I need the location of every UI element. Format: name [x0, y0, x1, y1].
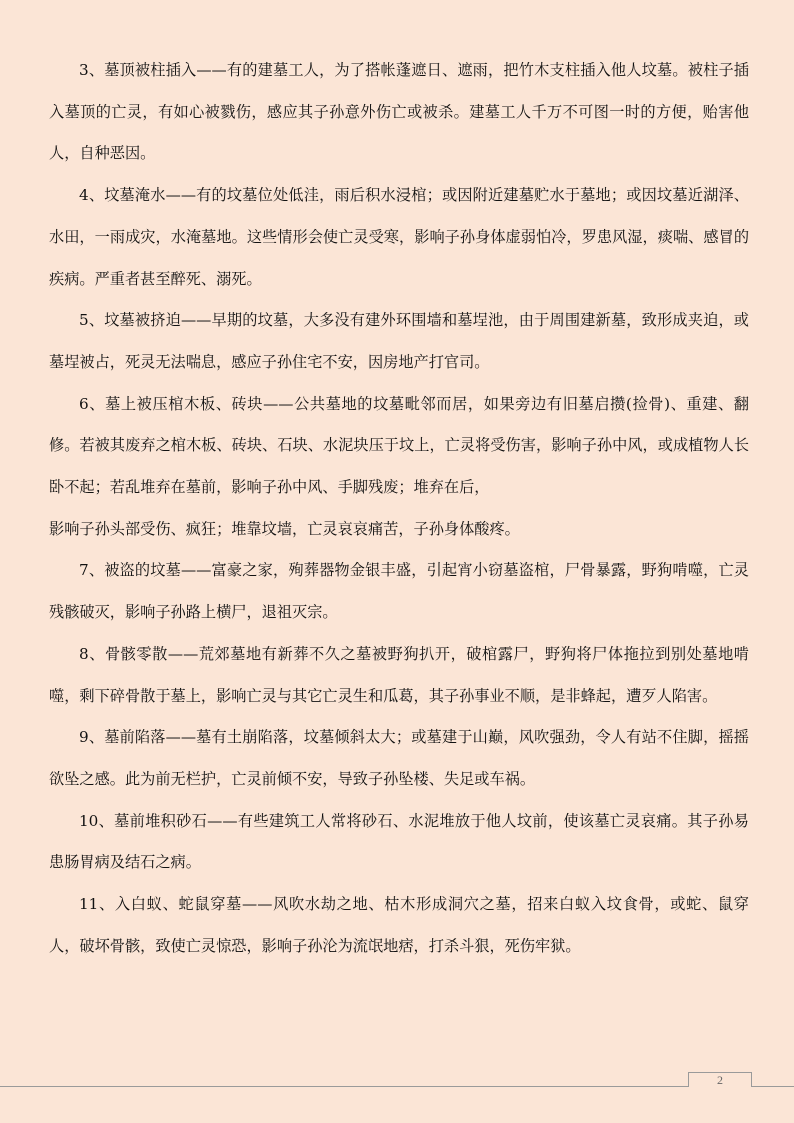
paragraph-item-11: 11、入白蚁、蛇鼠穿墓——风吹水劫之地、枯木形成洞穴之墓，招来白蚁入坟食骨，或蛇、鼠穿人，破坏骨骸，致使亡灵惊恐，影响子孙沦为流氓地痞，打杀斗狠，死伤牢狱。	[49, 895, 749, 955]
paragraph-item-9: 9、墓前陷落——墓有土崩陷落，坟墓倾斜太大；或墓建于山巅，风吹强劲，令人有站不住脚，摇摇欲坠之感。此为前无栏护，亡灵前倾不安，导致子孙坠楼、失足或车祸。	[49, 728, 749, 788]
paragraph-item-6: 6、墓上被压棺木板、砖块——公共墓地的坟墓毗邻而居，如果旁边有旧墓启攒(捡骨)、重建、翻修。若被其废弃之棺木板、砖块、石块、水泥块压于坟上，亡灵将受伤害，影响子孙中风，或成植物人长卧不起；若乱堆弃在墓前，影响子孙中风、手脚残废；堆弃在后，	[49, 394, 749, 497]
paragraph-item-6-continued: 影响子孙头部受伤、疯狂；堆靠坟墙，亡灵哀哀痛苦，子孙身体酸疼。	[49, 519, 520, 538]
paragraph-item-8: 8、骨骸零散——荒郊墓地有新葬不久之墓被野狗扒开，破棺露尸，野狗将尸体拖拉到别处墓地啃噬，剩下碎骨散于墓上，影响亡灵与其它亡灵生和瓜葛，其子孙事业不顺，是非蜂起，遭歹人陷害。	[49, 644, 749, 705]
page-number: 2	[688, 1072, 752, 1087]
paragraph-item-5: 5、坟墓被挤迫——早期的坟墓，大多没有建外环围墙和墓埕池，由于周围建新墓，致形成夹迫，或墓埕被占，死灵无法喘息，感应子孙住宅不安，因房地产打官司。	[49, 311, 749, 371]
footer-divider	[0, 1086, 794, 1087]
paragraph-item-10: 10、墓前堆积砂石——有些建筑工人常将砂石、水泥堆放于他人坟前，使该墓亡灵哀痛。其子孙易患肠胃病及结石之病。	[49, 811, 749, 872]
document-body	[49, 50, 749, 967]
paragraph-item-4: 4、坟墓淹水——有的坟墓位处低洼，雨后积水浸棺；或因附近建墓贮水于墓地；或因坟墓近湖泽、水田，一雨成灾，水淹墓地。这些情形会使亡灵受寒，影响子孙身体虚弱怕冷，罗患风湿，痰喘、感冒的疾病。严重者甚至醉死、溺死。	[49, 186, 749, 288]
paragraph-item-3: 3、墓顶被柱插入——有的建墓工人，为了搭帐蓬遮日、遮雨，把竹木支柱插入他人坟墓。被柱子插入墓顶的亡灵，有如心被戮伤，感应其子孙意外伤亡或被杀。建墓工人千万不可图一时的方便，贻害他人，自种恶因。	[49, 61, 749, 163]
paragraph-item-7: 7、被盗的坟墓——富豪之家，殉葬器物金银丰盛，引起宵小窃墓盗棺，尸骨暴露，野狗啃噬，亡灵残骸破灭，影响子孙路上横尸，退祖灭宗。	[49, 561, 749, 622]
